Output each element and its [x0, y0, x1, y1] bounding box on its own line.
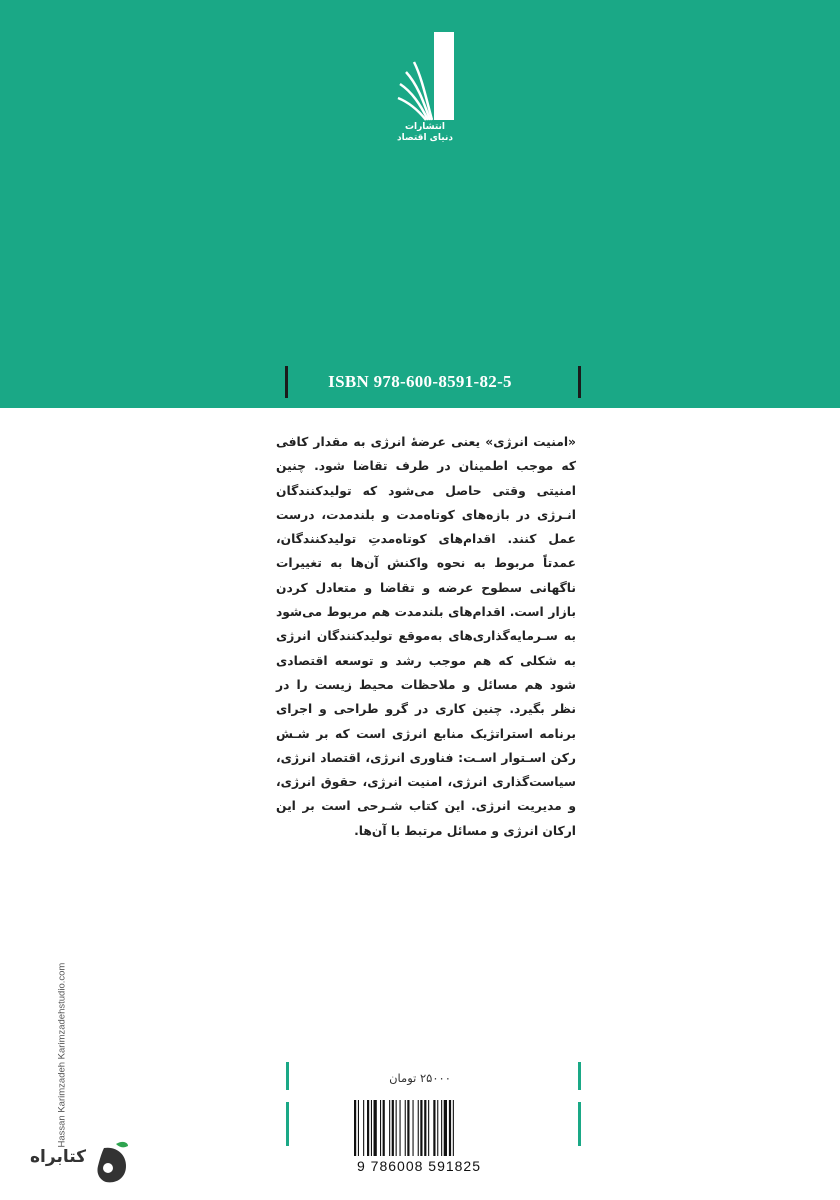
- isbn-left-bar: [285, 366, 288, 398]
- price-label: ۲۵۰۰۰ تومان: [389, 1071, 451, 1085]
- isbn-right-bar: [578, 366, 581, 398]
- barcode-left-bar: [286, 1102, 289, 1146]
- book-description: «امنیت انرژی» یعنی عرضۀ انرژی به مقدار کافی که موجب اطمینان در طرف تقاضا شود. چنین امنیتی وقتی حاصل می‌شود که تولیدکنندگان انـرژی در بازه‌های کوتاه‌مدت و بلندمدت، درست عمل کنند. اقدام‌های کوتاه‌مدتِ تولیدکنندگان، عمدتاً مربوط به نحوه واکنش آن‌ها به تغییرات ناگهانی سطوح عرضه و تقاضا و متعادل کردن بازار است. اقدام‌های بلندمدت هم مربوط می‌شود به سـرمایه‌گذاری‌های به‌موقع تولیدکنندگان انرژی به شکلی که هم موجب رشد و توسعه اقتصادی شود هم مسائل و ملاحظات محیط زیست را در نظر بگیرد. چنین کاری در گرو طراحی و اجرای برنامه استراتژیک منابع انرژی است که بر شـش رکن اسـتوار اسـت: فناوری انرژی، اقتصاد انرژی، سیاست‌گذاری انرژی، امنیت انرژی، حقوق انرژی، و مدیریت انرژی. این کتاب شـرحی است بر این ارکان انرژی و مسائل مرتبط با آن‌ها.: [276, 435, 576, 838]
- watermark-text: کتابراه: [30, 1147, 87, 1167]
- cover-color-band: [0, 0, 840, 408]
- isbn-text: ISBN 978-600-8591-82-5: [328, 372, 512, 391]
- publisher-name-line2: دنیای اقتصاد: [397, 133, 453, 143]
- price-right-bar: [578, 1062, 581, 1090]
- designer-credit: Hassan Karimzadeh Karimzadehstudio.com: [56, 962, 68, 1148]
- barcode-icon: [350, 1100, 490, 1156]
- barcode-number: 9 786008 591825: [357, 1158, 481, 1174]
- publisher-name: [380, 122, 470, 144]
- price-left-bar: [286, 1062, 289, 1090]
- publisher-name-line1: انتشارات: [405, 122, 445, 132]
- barcode-right-bar: [578, 1102, 581, 1146]
